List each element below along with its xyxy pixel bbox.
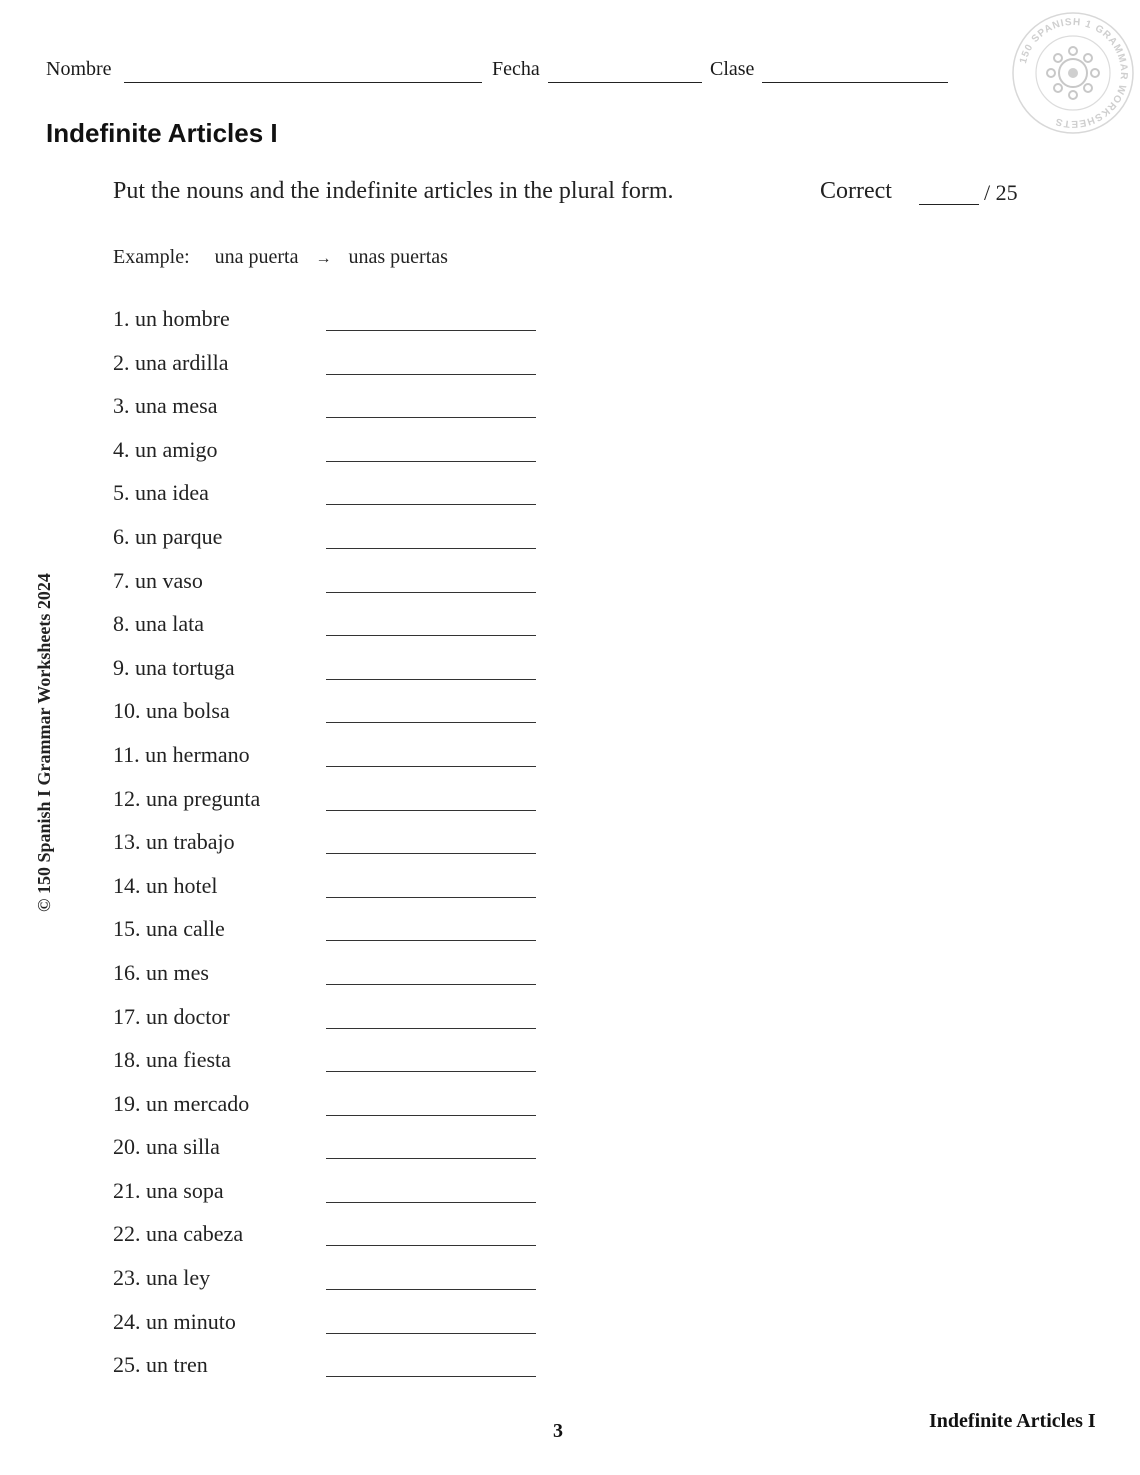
- exercise-prompt: 11. un hermano: [113, 741, 250, 767]
- exercise-item: [113, 1261, 613, 1305]
- exercise-prompt: 5. una idea: [113, 480, 209, 506]
- worksheet-title: Indefinite Articles I: [46, 118, 278, 148]
- exercise-item: [113, 1087, 613, 1131]
- score-total: / 25: [984, 180, 1018, 205]
- exercise-item: [113, 476, 613, 520]
- answer-blank[interactable]: [326, 679, 536, 680]
- exercise-prompt: 9. una tortuga: [113, 654, 235, 680]
- answer-blank[interactable]: [326, 984, 536, 985]
- exercise-item: [113, 956, 613, 1000]
- publisher-stamp-logo: [1010, 10, 1136, 136]
- exercise-prompt: 7. un vaso: [113, 567, 203, 593]
- exercise-item: [113, 564, 613, 608]
- exercise-item: [113, 651, 613, 695]
- clase-field[interactable]: [762, 82, 948, 83]
- answer-blank[interactable]: [326, 853, 536, 854]
- exercise-item: [113, 869, 613, 913]
- exercise-item: [113, 1348, 613, 1392]
- score-field[interactable]: [919, 204, 979, 205]
- exercise-item: [113, 433, 613, 477]
- exercise-prompt: 23. una ley: [113, 1265, 211, 1291]
- exercise-item: [113, 825, 613, 869]
- exercise-prompt: 21. una sopa: [113, 1177, 224, 1203]
- nombre-field[interactable]: [124, 82, 482, 83]
- exercise-item: [113, 1217, 613, 1261]
- arrow-right-icon: →: [315, 250, 332, 267]
- answer-blank[interactable]: [326, 635, 536, 636]
- exercise-prompt: 24. un minuto: [113, 1308, 236, 1334]
- answer-blank[interactable]: [326, 1376, 536, 1377]
- fecha-label: Fecha: [492, 58, 540, 80]
- stamp-text: 150 SPANISH 1 GRAMMAR WORKSHEETS: [1017, 16, 1130, 130]
- example-label: Example:: [113, 246, 190, 268]
- exercise-item: [113, 520, 613, 564]
- exercise-item: [113, 782, 613, 826]
- exercise-item: [113, 607, 613, 651]
- answer-blank[interactable]: [326, 374, 536, 375]
- answer-blank[interactable]: [326, 330, 536, 331]
- answer-blank[interactable]: [326, 766, 536, 767]
- exercise-prompt: 15. una calle: [113, 916, 225, 942]
- answer-blank[interactable]: [326, 1333, 536, 1334]
- exercise-prompt: 1. un hombre: [113, 306, 230, 331]
- answer-blank[interactable]: [326, 461, 536, 462]
- answer-blank[interactable]: [326, 897, 536, 898]
- exercise-prompt: 17. un doctor: [113, 1003, 230, 1029]
- exercise-prompt: 22. una cabeza: [113, 1221, 244, 1247]
- answer-blank[interactable]: [326, 1071, 536, 1072]
- side-copyright: © 150 Spanish I Grammar Worksheets 2024: [34, 573, 54, 912]
- exercise-prompt: 16. un mes: [113, 959, 209, 985]
- exercise-prompt: 14. un hotel: [113, 872, 218, 898]
- example-singular: una puerta: [214, 246, 299, 268]
- answer-blank[interactable]: [326, 940, 536, 941]
- exercise-item: [113, 738, 613, 782]
- score-label: Correct: [820, 178, 892, 204]
- exercise-item: [113, 1130, 613, 1174]
- exercise-prompt: 2. una ardilla: [113, 349, 229, 375]
- exercise-prompt: 13. un trabajo: [113, 829, 235, 855]
- exercise-item: [113, 1000, 613, 1044]
- exercise-prompt: 3. una mesa: [113, 393, 218, 419]
- exercise-item: [113, 346, 613, 390]
- example-line: [113, 246, 448, 269]
- answer-blank[interactable]: [326, 592, 536, 593]
- exercise-item: [113, 1305, 613, 1349]
- answer-blank[interactable]: [326, 1115, 536, 1116]
- exercise-list: [113, 302, 613, 1392]
- exercise-prompt: 12. una pregunta: [113, 785, 261, 811]
- answer-blank[interactable]: [326, 548, 536, 549]
- exercise-item: [113, 694, 613, 738]
- exercise-item: [113, 389, 613, 433]
- sun-icon: [1047, 47, 1099, 99]
- answer-blank[interactable]: [326, 417, 536, 418]
- exercise-item: [113, 912, 613, 956]
- page-number: 3: [553, 1420, 563, 1442]
- answer-blank[interactable]: [326, 1202, 536, 1203]
- exercise-prompt: 6. un parque: [113, 523, 223, 549]
- footer-title: Indefinite Articles I: [929, 1410, 1096, 1432]
- nombre-label: Nombre: [46, 58, 112, 80]
- exercise-prompt: 10. una bolsa: [113, 698, 230, 724]
- answer-blank[interactable]: [326, 504, 536, 505]
- exercise-prompt: 4. un amigo: [113, 436, 218, 462]
- answer-blank[interactable]: [326, 1028, 536, 1029]
- exercise-prompt: 20. una silla: [113, 1134, 220, 1160]
- clase-label: Clase: [710, 58, 755, 80]
- exercise-item: [113, 1043, 613, 1087]
- answer-blank[interactable]: [326, 722, 536, 723]
- answer-blank[interactable]: [326, 1158, 536, 1159]
- answer-blank[interactable]: [326, 810, 536, 811]
- exercise-prompt: 18. una fiesta: [113, 1047, 231, 1073]
- answer-blank[interactable]: [326, 1289, 536, 1290]
- instructions-text: Put the nouns and the indefinite articles in the plural form.: [113, 178, 674, 204]
- fecha-field[interactable]: [548, 82, 702, 83]
- exercise-prompt: 19. un mercado: [113, 1090, 250, 1116]
- example-plural: unas puertas: [348, 246, 448, 268]
- exercise-prompt: 25. un tren: [113, 1352, 208, 1378]
- exercise-item: [113, 1174, 613, 1218]
- exercise-prompt: 8. una lata: [113, 611, 205, 637]
- answer-blank[interactable]: [326, 1245, 536, 1246]
- exercise-item: [113, 302, 613, 346]
